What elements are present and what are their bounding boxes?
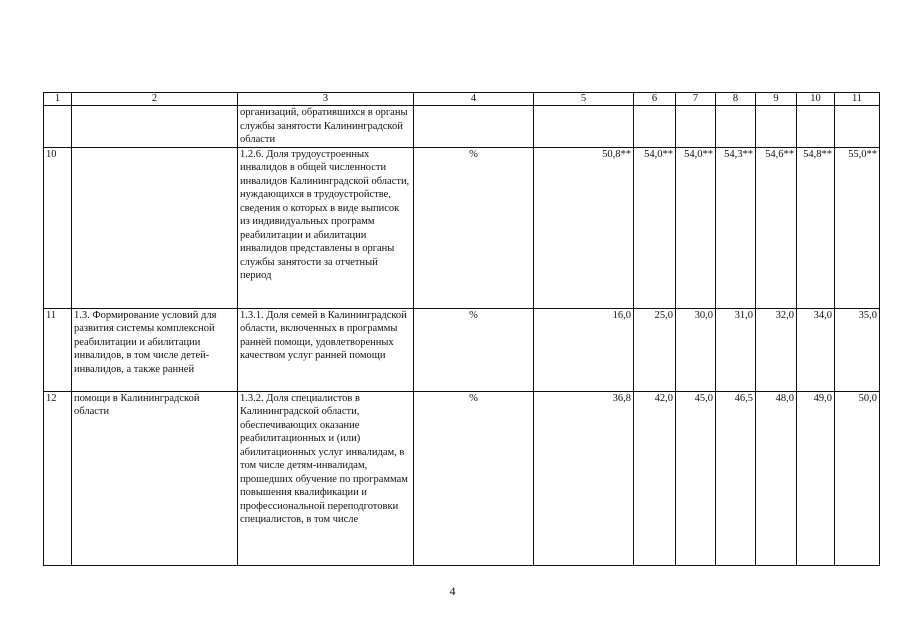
header-row (44, 93, 880, 106)
column-header-6: 6 (634, 93, 676, 106)
table-row (44, 147, 880, 308)
column-header-2: 2 (72, 93, 238, 106)
value-cell-col-7: 54,0** (676, 147, 716, 308)
column-header-9: 9 (756, 93, 797, 106)
indicator-cell: 1.3.2. Доля специалистов в Калининградской области, обеспечивающих оказание реабилитационных и (или) абилитационных услуг инвалидам, в том числе детям-инвалидам, прошедших обучение по программам повышения квалификации и профессиональной переподготовки специалистов, в том числе (238, 391, 414, 565)
value-cell-col-10 (797, 106, 835, 148)
value-cell-col-9: 54,6** (756, 147, 797, 308)
value-cell-col-9 (756, 106, 797, 148)
indicators-table (43, 92, 880, 566)
value-cell-col-11: 35,0 (835, 308, 880, 391)
row-number-cell (44, 106, 72, 148)
unit-cell: % (414, 391, 534, 565)
page-number: 4 (449, 584, 456, 598)
value-cell-col-7: 30,0 (676, 308, 716, 391)
table-row (44, 308, 880, 391)
value-cell-col-11: 55,0** (835, 147, 880, 308)
value-cell-col-10: 34,0 (797, 308, 835, 391)
row-number-cell: 11 (44, 308, 72, 391)
value-cell-col-6: 25,0 (634, 308, 676, 391)
column-header-10: 10 (797, 93, 835, 106)
indicator-cell: 1.3.1. Доля семей в Калининградской области, включенных в программы ранней помощи, удовлетворенных качеством услуг ранней помощи (238, 308, 414, 391)
row-number-cell: 12 (44, 391, 72, 565)
table-row (44, 106, 880, 148)
value-cell-col-11 (835, 106, 880, 148)
value-cell-col-5: 16,0 (534, 308, 634, 391)
column-header-8: 8 (716, 93, 756, 106)
value-cell-col-6: 54,0** (634, 147, 676, 308)
value-cell-col-5: 36,8 (534, 391, 634, 565)
value-cell-col-5 (534, 106, 634, 148)
row-number-cell: 10 (44, 147, 72, 308)
unit-cell: % (414, 308, 534, 391)
value-cell-col-7: 45,0 (676, 391, 716, 565)
task-cell (72, 147, 238, 308)
value-cell-col-7 (676, 106, 716, 148)
value-cell-col-8: 31,0 (716, 308, 756, 391)
column-header-1: 1 (44, 93, 72, 106)
column-header-11: 11 (835, 93, 880, 106)
value-cell-col-6: 42,0 (634, 391, 676, 565)
task-cell: помощи в Калининградской области (72, 391, 238, 565)
column-header-3: 3 (238, 93, 414, 106)
value-cell-col-10: 54,8** (797, 147, 835, 308)
column-header-4: 4 (414, 93, 534, 106)
value-cell-col-8 (716, 106, 756, 148)
value-cell-col-9: 32,0 (756, 308, 797, 391)
value-cell-col-8: 54,3** (716, 147, 756, 308)
value-cell-col-9: 48,0 (756, 391, 797, 565)
value-cell-col-10: 49,0 (797, 391, 835, 565)
table-row (44, 391, 880, 565)
unit-cell (414, 106, 534, 148)
value-cell-col-11: 50,0 (835, 391, 880, 565)
column-header-5: 5 (534, 93, 634, 106)
column-header-7: 7 (676, 93, 716, 106)
value-cell-col-6 (634, 106, 676, 148)
task-cell: 1.3. Формирование условий для развития системы комплексной реабилитации и абилитации инвалидов, в том числе детей-инвалидов, а также ранней (72, 308, 238, 391)
unit-cell: % (414, 147, 534, 308)
indicator-cell: 1.2.6. Доля трудоустроенных инвалидов в общей численности инвалидов Калининградской области, нуждающихся в трудоустройстве, сведения о которых в виде выписок из индивидуальных программ реабилитации и абилитации инвалидов представлены в органы службы занятости за отчетный период (238, 147, 414, 308)
task-cell (72, 106, 238, 148)
value-cell-col-8: 46,5 (716, 391, 756, 565)
value-cell-col-5: 50,8** (534, 147, 634, 308)
indicator-cell: организаций, обратившихся в органы службы занятости Калининградской области (238, 106, 414, 148)
